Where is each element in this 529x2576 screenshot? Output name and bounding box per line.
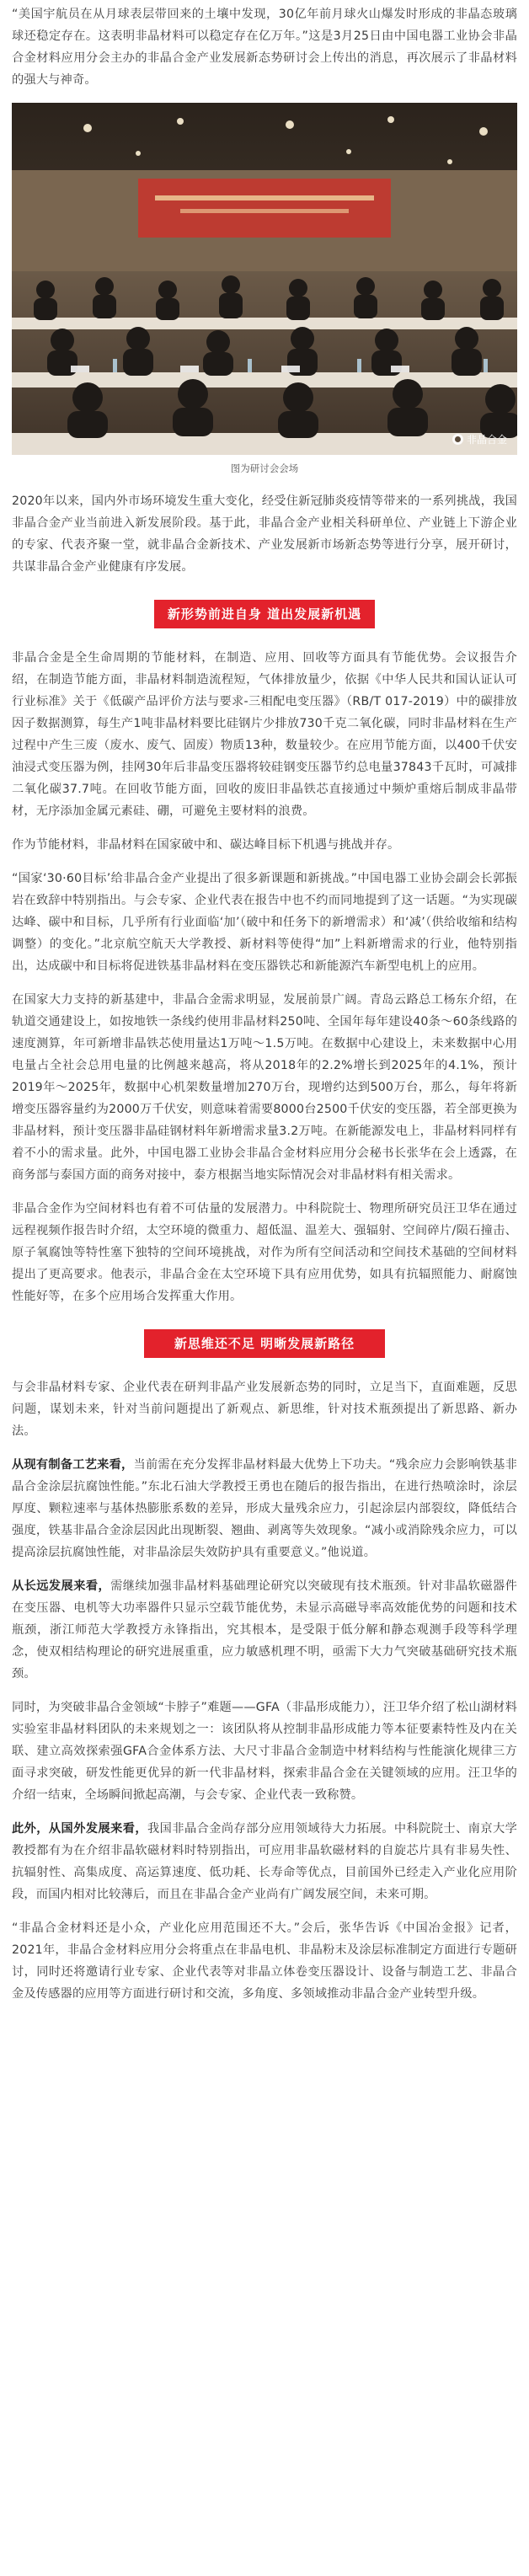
paragraph-text: “非晶合金材料还是小众，产业化应用范围还不大。”会后，张华告诉《中国冶金报》记者，2021年，非晶合金材料应用分会将重点在非晶电机、非晶粉末及涂层标准制定方面进行专题研讨，同时还将邀请行业专家、企业代表等对非晶立体卷变压器设计、设备与制造工艺、非晶合金及传感器的应用等方面进行研讨和交流，多角度、多领域推动非晶合金产业转型升级。	[12, 1921, 517, 2001]
paragraph-lead: 从长远发展来看，	[12, 1579, 111, 1593]
body-paragraph	[12, 1376, 517, 1442]
section-title-1: 新形势前进自身 道出发展新机遇	[154, 600, 375, 628]
conference-photo-illustration	[12, 103, 517, 455]
paragraph-text: 同时，为突破非晶合金领域“卡脖子”难题——GFA（非晶形成能力），汪卫华介绍了松山湖材料实验室非晶材料团队的未来规划之一：该团队将从控制非晶形成能力等本征要素特性及内在关联、建立高效探索强GFA合金体系方法、大尺寸非晶合金制造中材料结构与性能演化规律三方面寻求突破，研发性能更优异的新一代非晶材料，探索非晶合金在关键领域的应用。汪卫华的介绍一结束，全场瞬间掀起高潮，与会专家、企业代表一致称赞。	[12, 1701, 517, 1802]
paragraph-text: 我国非晶合金尚存部分应用领域待大力拓展。中科院院士、南京大学教授都有为在介绍非晶软磁材料时特别指出，可应用非晶软磁材料的自旋芯片具有非易失性、抗辐射性、高集成度、高运算速度、低功耗、长寿命等优点，目前国外已经走入产业化应用阶段，而国内相对比较薄后，而且在非晶合金产业尚有广阔发展空间，未来可期。	[12, 1822, 517, 1901]
intro-paragraph: “美国宇航员在从月球表层带回来的土壤中发现，30亿年前月球火山爆发时形成的非晶态玻璃球还稳定存在。这表明非晶材料可以稳定存在亿万年。”这是3月25日由中国电器工业协会非晶合金材料应用分会主办的非晶合金产业发展新态势研讨会上传出的消息，再次展示了非晶材料的强大与神奇。	[12, 8, 517, 87]
body-paragraph: 在国家大力支持的新基建中，非晶合金需求明显，发展前景广阔。青岛云路总工杨东介绍，在轨道交通建设上，如按地铁一条线约使用非晶材料250吨、全国年每年建设40条～60条线路的速度测算，年可新增非晶铁芯使用量达1万吨～1.5万吨。在数据中心建设上，未来数据中心用电量占全社会总用电量的比例越来越高，将从2018年的2.2%增长到2025年的4.1%，预计2019年～2025年，数据中心机架数量增加270万台，现增约达到500万台，那么，每年将新增变压器容量约为2000万千伏安，则意味着需要8000台2500千伏安的变压器，若全部更换为非晶材料，预计变压器非晶硅钢材料年新增需求量3.2万吨。在新能源发电上，非晶材料同样有着不小的需求量。此外，中国电器工业协会非晶合金材料应用分会秘书长张华在会上透露，在商务部与泰国方面的商务对接中，泰方根据当地实际情况会对非晶材料有相关需求。	[12, 993, 517, 1182]
body-paragraph: “国家‘30·60目标’给非晶合金产业提出了很多新课题和新挑战。”中国电器工业协会副会长郭振岩在致辞中特别指出。与会专家、企业代表在报告中也不约而同地提到了这一话题。“为实现碳达峰、碳中和目标，几乎所有行业面临‘加’（破中和任务下的新增需求）和‘减’（供给收缩和结构调整）的变化。”北京航空航天大学教授、新材料等使得“加”上料新增需求的行业，他特别指出，达成碳中和目标将促进铁基非晶材料在变压器铁芯和新能源汽车新型电机上的应用。	[12, 872, 517, 973]
photo-caption: 图为研讨会会场	[230, 462, 299, 474]
body-paragraph: 非晶合金作为空间材料也有着不可估量的发展潜力。中科院院士、物理所研究员汪卫华在通过远程视频作报告时介绍，太空环境的微重力、超低温、温差大、强辐射、空间碎片/陨石撞击、原子氧腐蚀等特性塞下独特的空间环境挑战，对作为所有空间活动和空间技术基础的空间材料提出了更高要求。他表示，非晶合金在太空环境下具有应用优势，如具有抗辐照能力、耐腐蚀性能好等，在多个应用场合发挥重大作用。	[12, 1202, 517, 1303]
body-paragraph: 非晶合金是全生命周期的节能材料，在制造、应用、回收等方面具有节能优势。会议报告介绍，在制造节能方面，非晶材料制造流程短，气体排放量少，依据《中华人民共和国认证认可行业标准》关于《低碳产品评价方法与要求-三相配电变压器》（RB/T 017-2019）中的碳排放因子数据测算，每生产1吨非晶材料要比硅钢片少排放730千克二氧化碳，同时非晶材料在生产过程中产生三废（废水、废气、固废）物质13种，数量较少。在应用节能方面，以400千伏安油浸式变压器为例，挂网30年后非晶变压器将较硅钢变压器节约总电量37843千瓦时，可减排二氧化碳37.7吨。在回收节能方面，回收的废旧非晶铁芯直接通过中频炉重熔后制成非晶带材，无序添加金属元素硅、硼，可避免主要材料的浪费。	[12, 651, 517, 818]
body-paragraph	[12, 1917, 517, 2005]
paragraph-lead: 此外，从国外发展来看，	[12, 1822, 148, 1836]
body-paragraph	[12, 1575, 517, 1685]
paragraph-lead: 从现有制备工艺来看，	[12, 1458, 134, 1472]
body-paragraph: 作为节能材料，非晶材料在国家破中和、碳达峰目标下机遇与挑战并存。	[12, 838, 400, 852]
account-avatar-icon	[452, 434, 463, 445]
body-paragraph	[12, 1697, 517, 1806]
paragraph-text: 当前需在充分发挥非晶材料最大优势上下功夫。“残余应力会影响铁基非晶合金涂层抗腐蚀性能。”东北石油大学教授王勇也在随后的报告指出，在进行热喷涂时，涂层厚度、颗粒速率与基体热膨胀系数的差异，形成大量残余应力，引起涂层内部裂纹，降低结合强度，铁基非晶合金涂层因此出现断裂、翘曲、剥离等失效现象。“减小或消除残余应力，可以提高涂层抗腐蚀性能，对非晶涂层失效防护具有重要意义。”他说道。	[12, 1458, 517, 1559]
section-title-2: 新思维还不足 明晰发展新路径	[144, 1329, 385, 1358]
photo-watermark	[452, 432, 507, 446]
body-paragraph: 2020年以来，国内外市场环境发生重大变化，经受住新冠肺炎疫情等带来的一系列挑战，我国非晶合金产业当前进入新发展阶段。基于此，非晶合金产业相关科研单位、产业链上下游企业的专家、代表齐聚一堂，就非晶合金新技术、产业发展新市场新态势等进行分享，展开研讨，共谋非晶合金产业健康有序发展。	[12, 494, 517, 574]
watermark-label: 非晶合金	[466, 434, 507, 446]
paragraph-text: 与会非晶材料专家、企业代表在研判非晶产业发展新态势的同时，立足当下，直面难题，反思问题，谋划未来，针对当前问题提出了新观点、新思维，针对技术瓶颈提出了新思路、新办法。	[12, 1381, 517, 1438]
body-paragraph	[12, 1454, 517, 1563]
conference-photo	[12, 103, 517, 455]
body-paragraph	[12, 1818, 517, 1905]
paragraph-text: 需继续加强非晶材料基础理论研究以突破现有技术瓶颈。针对非晶软磁器件在变压器、电机等大功率器件只显示空载节能优势，未显示高磁导率高效能优势的问题和技术瓶颈，浙江师范大学教授方永锋指出，究其根本，是受限于低分解和静态观测手段等科学理念，使双相结构理论的研究进展重重，应力敏感机理不明，亟需下大力气突破基础研究技术瓶颈。	[12, 1579, 517, 1681]
